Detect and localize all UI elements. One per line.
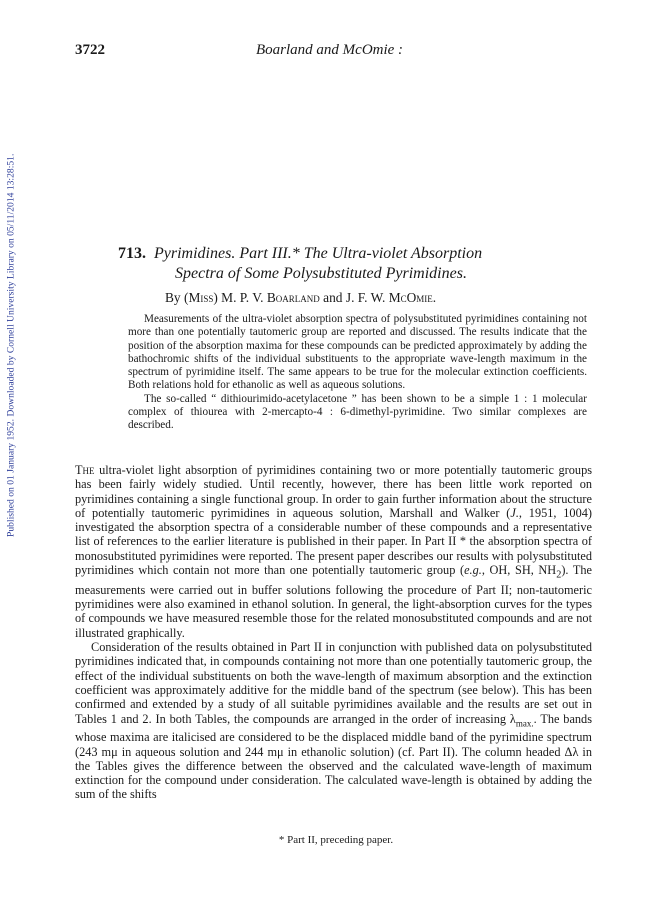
- p1-text-b: , 1951, 1004) investigated the absorption spectra of a considerable number of these compounds and a representative list of references to the earlier literature is published in their paper. In Part II * the absorption spectra of monosubstituted pyrimidines were reported. The present paper describes our results with polysubstituted pyrimidines which contain not more than one potentially tautomeric group (: [75, 505, 592, 578]
- p2-text-b: . The bands whose maxima are italicised are considered to be the displaced middle band of the pyrimidine spectrum (243 mμ in aqueous solution and 244 mμ in ethanolic solution) (cf. Part II). The column headed Δλ in the Tables gives the difference between the observed and the calculated wave-length of maximum extinction for the compound under consideration. The calculated wave-length is obtained by adding the sum of the shifts: [75, 711, 592, 802]
- abstract-paragraph-1: Measurements of the ultra-violet absorption spectra of polysubstituted pyrimidines containing not more than one potentially tautomeric group are reported and discussed. The results indicate that the position of the absorption maxima for these compounds can be predicted approximately by adding the bathochromic shifts of the individual substituents to the appropriate wave-length maximum in the spectrum of pyrimidine itself. The same appears to be true for the molecular extinction coefficients. Both relations hold for ethanolic as well as aqueous solutions.: [128, 313, 587, 392]
- footnote: * Part II, preceding paper.: [278, 834, 394, 846]
- and-label: and: [323, 290, 343, 305]
- by-label: By: [165, 290, 181, 305]
- author-2-surname: McOmie.: [388, 290, 437, 305]
- p1-text-c: , OH, SH, NH: [481, 563, 557, 578]
- p2-text-a: Consideration of the results obtained in Part II in conjunction with published data on polysubstituted pyrimidines indicated that, in compounds containing not more than one potentially tautomeric group, the effect of the individual substituents on both the wave-length of maximum absorption and the extinction coefficient was approximately additive for the middle band of the spectrum (see below). This has been confirmed and extended by a study of all suitable pyrimidines available and the results are set out in Tables 1 and 2. In both Tables, the compounds are arranged in the order of increasing λ: [75, 640, 592, 726]
- nh2-subscript: 2: [556, 569, 562, 581]
- author-1-prefix: (Miss) M. P. V.: [184, 290, 264, 305]
- p1-text-d: ). The measurements were carried out in buffer solutions following the procedure of Part II; non-tautomeric pyrimidines were also examined in ethanol solution. In general, the light-absorption curves for the types of compounds we have measured resemble those for the related monosubstituted compounds and are not illustrated graphically.: [75, 563, 592, 640]
- body-paragraph-1: [75, 463, 592, 640]
- title-line-2: Spectra of Some Polysubstituted Pyrimidines.: [175, 265, 467, 282]
- lambda-max-subscript: max.: [515, 717, 534, 728]
- download-notice: Published on 01 January 1952. Downloaded by Cornell University Library on 05/11/2014 13:28:51.: [5, 153, 17, 537]
- abstract-paragraph-2: The so-called “ dithiourimido-acetylacetone ” has been shown to be a simple 1 : 1 molecular complex of thiourea with 2-mercapto-4 : 6-dimethyl-pyrimidine. Two similar complexes are described.: [128, 392, 587, 432]
- title-line-1-text: Pyrimidines. Part III.* The Ultra-violet Absorption: [154, 245, 483, 262]
- author-byline: [165, 290, 436, 306]
- article-body: [75, 463, 592, 802]
- author-2-prefix: J. F. W.: [345, 290, 386, 305]
- article-number: 713.: [118, 245, 146, 262]
- title-line-1: [118, 244, 598, 264]
- running-head: Boarland and McOmie :: [256, 42, 404, 58]
- article-title: [118, 244, 598, 284]
- abstract: [128, 313, 587, 433]
- page-header: [0, 42, 672, 64]
- author-1-surname: Boarland: [266, 290, 320, 305]
- lead-word: The: [75, 463, 95, 477]
- p1-text-a: ultra-violet light absorption of pyrimidines containing two or more potentially tautomeric groups has been fairly widely studied. Until recently, however, there has been little work reported on pyrimidines containing a single functional group. In order to gain further information about the structure of potentially tautomeric pyrimidines in aqueous solution, Marshall and Walker (: [75, 463, 592, 520]
- journal-citation: J.: [510, 505, 519, 520]
- body-paragraph-2: [75, 640, 592, 802]
- eg-abbrev: e.g.: [464, 563, 482, 578]
- page-number: 3722: [75, 42, 105, 58]
